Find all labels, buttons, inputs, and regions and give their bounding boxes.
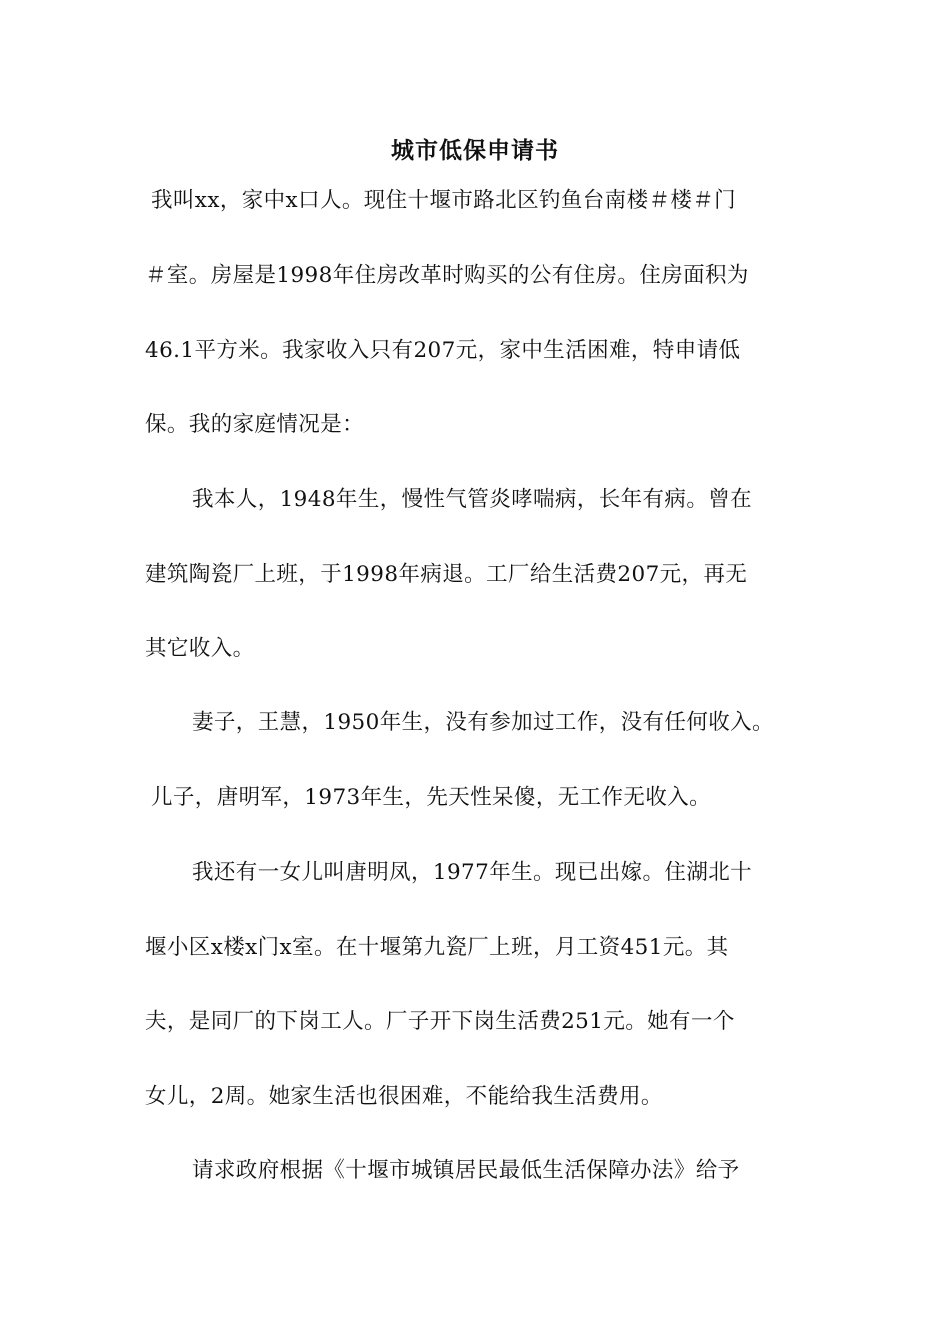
body-line-2: ＃室。房屋是1998年住房改革时购买的公有住房。住房面积为: [145, 263, 749, 288]
body-line-9: 儿子，唐明军，1973年生，先天性呆傻，无工作无收入。: [151, 785, 712, 810]
body-line-4: 保。我的家庭情况是：: [145, 412, 365, 437]
document-title: 城市低保申请书: [391, 138, 559, 164]
body-line-11: 堰小区x楼x门x室。在十堰第九瓷厂上班，月工资451元。其: [145, 935, 729, 960]
body-line-5: 我本人，1948年生，慢性气管炎哮喘病，长年有病。曾在: [192, 487, 753, 512]
body-line-14: 请求政府根据《十堰市城镇居民最低生活保障办法》给予: [192, 1158, 740, 1183]
body-line-7: 其它收入。: [145, 636, 255, 661]
body-line-13: 女儿，2周。她家生活也很困难，不能给我生活费用。: [145, 1084, 663, 1109]
body-line-1: 我叫xx，家中x口人。现住十堰市路北区钓鱼台南楼＃楼＃门: [151, 188, 737, 213]
body-line-12: 夫，是同厂的下岗工人。厂子开下岗生活费251元。她有一个: [145, 1009, 735, 1034]
body-line-8: 妻子，王慧，1950年生，没有参加过工作，没有任何收入。: [192, 710, 774, 735]
body-line-3: 46.1平方米。我家收入只有207元，家中生活困难，特申请低: [145, 338, 741, 363]
body-line-6: 建筑陶瓷厂上班，于1998年病退。工厂给生活费207元，再无: [145, 562, 748, 587]
body-line-10: 我还有一女儿叫唐明凤，1977年生。现已出嫁。住湖北十: [192, 860, 753, 885]
